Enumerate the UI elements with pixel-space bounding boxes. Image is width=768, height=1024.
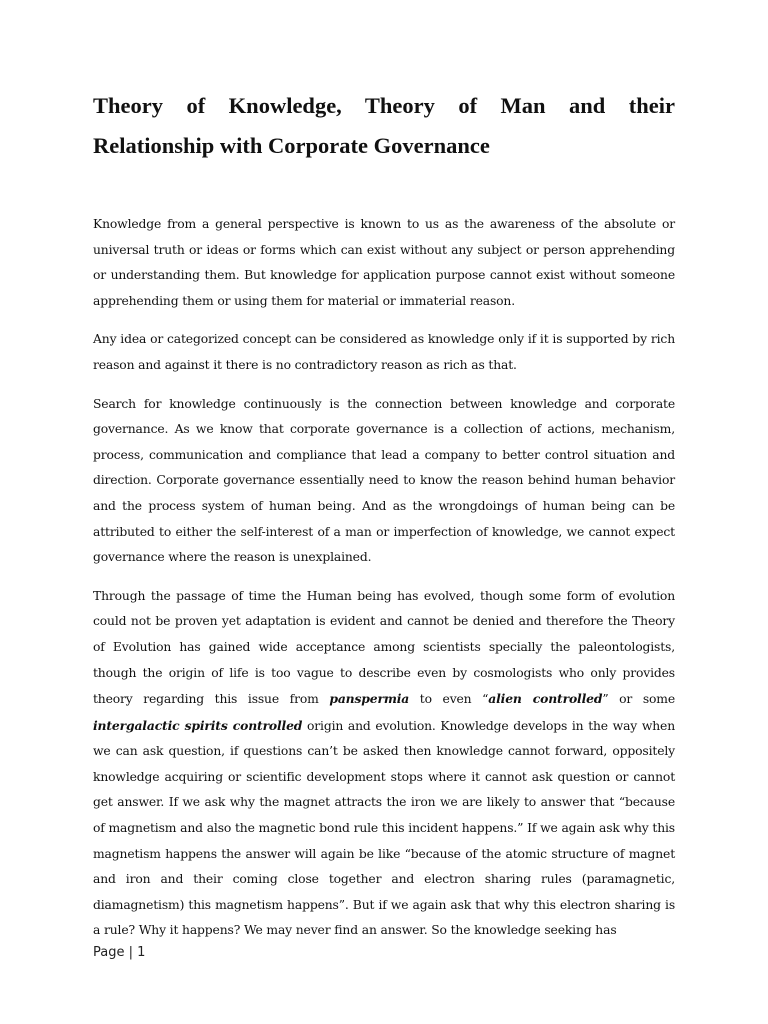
page-title xyxy=(93,86,675,166)
paragraph-2: Any idea or categorized concept can be considered as knowledge only if it is supported by rich reason and against it there is no contradictory reason as rich as that. xyxy=(93,332,675,372)
paragraph-4 xyxy=(93,584,675,944)
document-body xyxy=(93,212,675,957)
paragraph-4-text-4: origin and evolution. Knowledge develops in the way when we can ask question, if questions can’t be asked then knowledge cannot forward, oppositely knowledge acquiring or scientific development stops where it cannot ask question or cannot get answer. If we ask why the magnet attracts the iron we are likely to answer that “because of magnetism and also the magnetic bond rule this incident happens.” If we again ask why this magnetism happens the answer will again be like “because of the atomic structure of magnet and iron and their coming close together and electron sharing rules (paramagnetic, diamagnetism) this magnetism happens”. But if we again ask that why this electron sharing is a rule? Why it happens? We may never find an answer. So the knowledge seeking has xyxy=(93,718,675,938)
paragraph-3: Search for knowledge continuously is the connection between knowledge and corporate governance. As we know that corporate governance is a collection of actions, mechanism, process, communication and compliance that lead a company to better control situation and direction. Corporate governance essentially need to know the reason behind human behavior and the process system of human being. And as the wrongdoings of human being can be attributed to either the self-interest of a man or imperfection of knowledge, we cannot expect governance where the reason is unexplained. xyxy=(93,396,675,565)
title-line-1: Theory of Knowledge, Theory of Man and their xyxy=(93,93,675,118)
page-number-footer: Page | 1 xyxy=(93,945,146,960)
emphasis-panspermia: panspermia xyxy=(329,691,410,707)
title-line-2: Relationship with Corporate Governance xyxy=(93,133,490,158)
paragraph-1: Knowledge from a general perspective is known to us as the awareness of the absolute or universal truth or ideas or forms which can exist without any subject or person apprehending or understanding them. But knowledge for application purpose cannot exist without someone apprehending them or using them for material or immaterial reason. xyxy=(93,217,675,308)
paragraph-4-text-3: ” or some xyxy=(602,692,675,707)
emphasis-intergalactic-spirits: intergalactic spirits controlled xyxy=(93,717,303,733)
paragraph-4-text-2: to even “ xyxy=(409,692,489,707)
emphasis-alien-controlled: alien controlled xyxy=(488,691,603,707)
paragraph-4-text-1: Through the passage of time the Human being has evolved, though some form of evolution could not be proven yet adaptation is evident and cannot be denied and therefore the Theory of Evolution has gained wide acceptance among scientists specially the paleontologists, though the origin of life is too vague to describe even by cosmologists who only provides theory regarding this issue from xyxy=(93,588,675,707)
